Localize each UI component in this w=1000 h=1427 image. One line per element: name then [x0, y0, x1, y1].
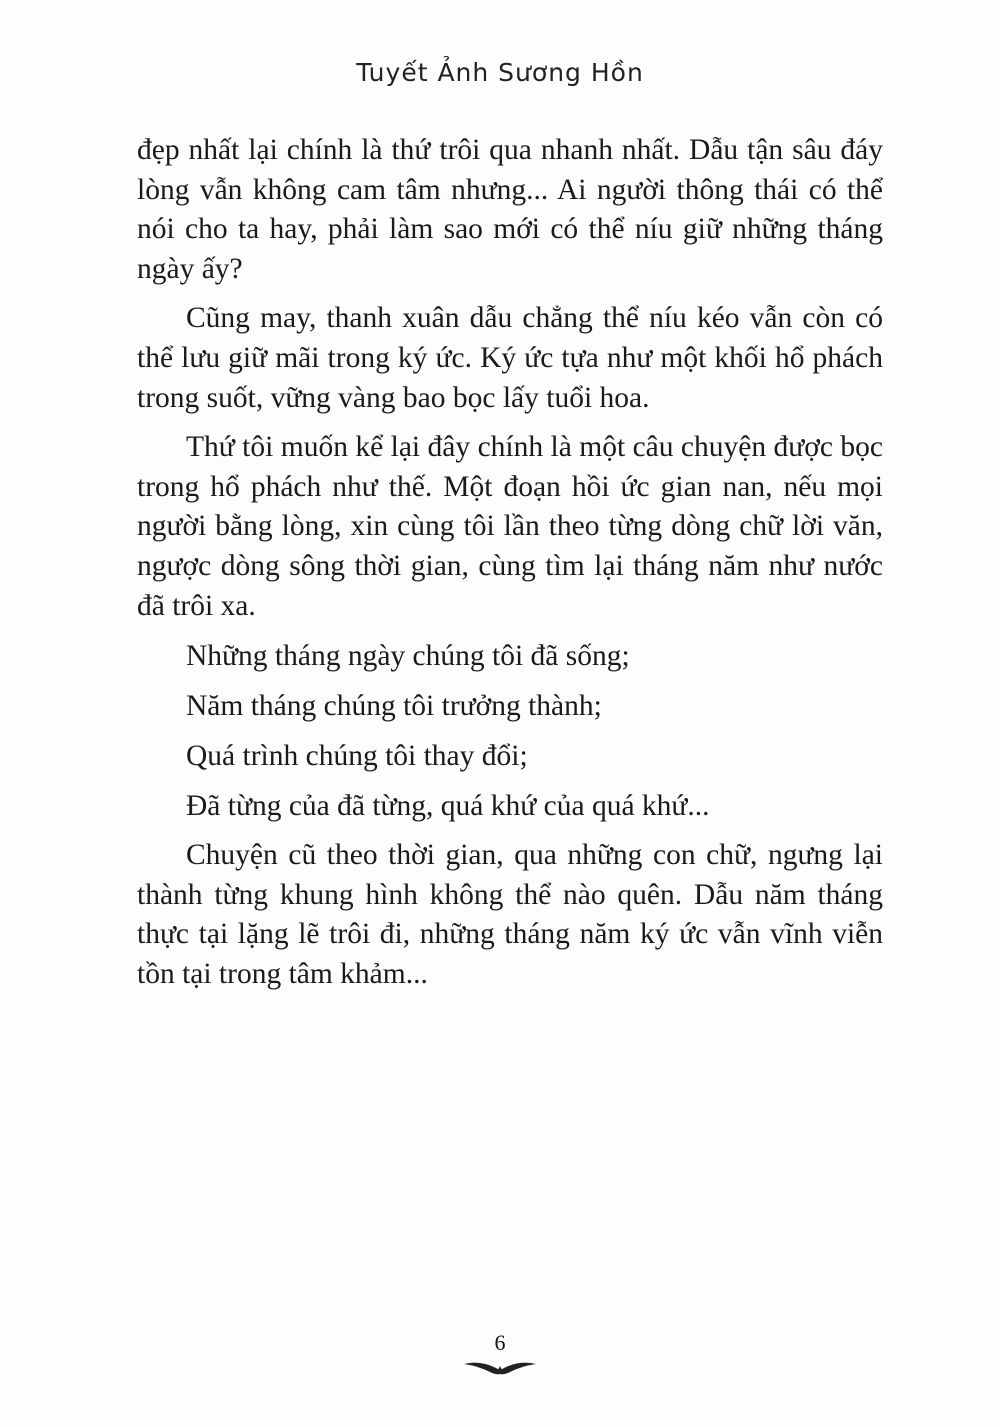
paragraph-2: Cũng may, thanh xuân dẫu chẳng thể níu kéo vẫn còn có thể lưu giữ mãi trong ký ức. Ký ức tựa như một khối hổ phách trong suốt, vững vàng bao bọc lấy tuổi hoa.	[137, 302, 883, 414]
paragraph-continued: đẹp nhất lại chính là thứ trôi qua nhanh nhất. Dẫu tận sâu đáy lòng vẫn không cam tâm nhưng... Ai người thông thái có thể nói cho ta hay, phải làm sao mới có thể níu giữ những tháng ngày ấy?	[137, 134, 883, 285]
paragraph-closing: Chuyện cũ theo thời gian, qua những con chữ, ngưng lại thành từng khung hình không thể nào quên. Dẫu năm tháng thực tại lặng lẽ trôi đi, những tháng năm ký ức vẫn vĩnh viễn tồn tại trong tâm khảm...	[137, 839, 883, 990]
verse-line-1: Những tháng ngày chúng tôi đã sống;	[186, 640, 630, 673]
page-footer	[0, 1330, 1000, 1378]
page-number: 6	[494, 1330, 506, 1355]
body-text	[137, 131, 883, 1005]
paragraph-3: Thứ tôi muốn kể lại đây chính là một câu chuyện được bọc trong hổ phách như thế. Một đoạn hồi ức gian nan, nếu mọi người bằng lòng, xin cùng tôi lần theo từng dòng chữ lời văn, ngược dòng sông thời gian, cùng tìm lại tháng năm như nước đã trôi xa.	[137, 431, 883, 622]
running-header-title: Tuyết Ảnh Sương Hồn	[356, 58, 644, 87]
verse-line-3: Quá trình chúng tôi thay đổi;	[186, 740, 528, 773]
verse-line-2: Năm tháng chúng tôi trưởng thành;	[186, 690, 602, 723]
swash-ornament-icon	[460, 1358, 540, 1378]
verse-line-4: Đã từng của đã từng, quá khứ của quá khứ...	[186, 790, 710, 823]
